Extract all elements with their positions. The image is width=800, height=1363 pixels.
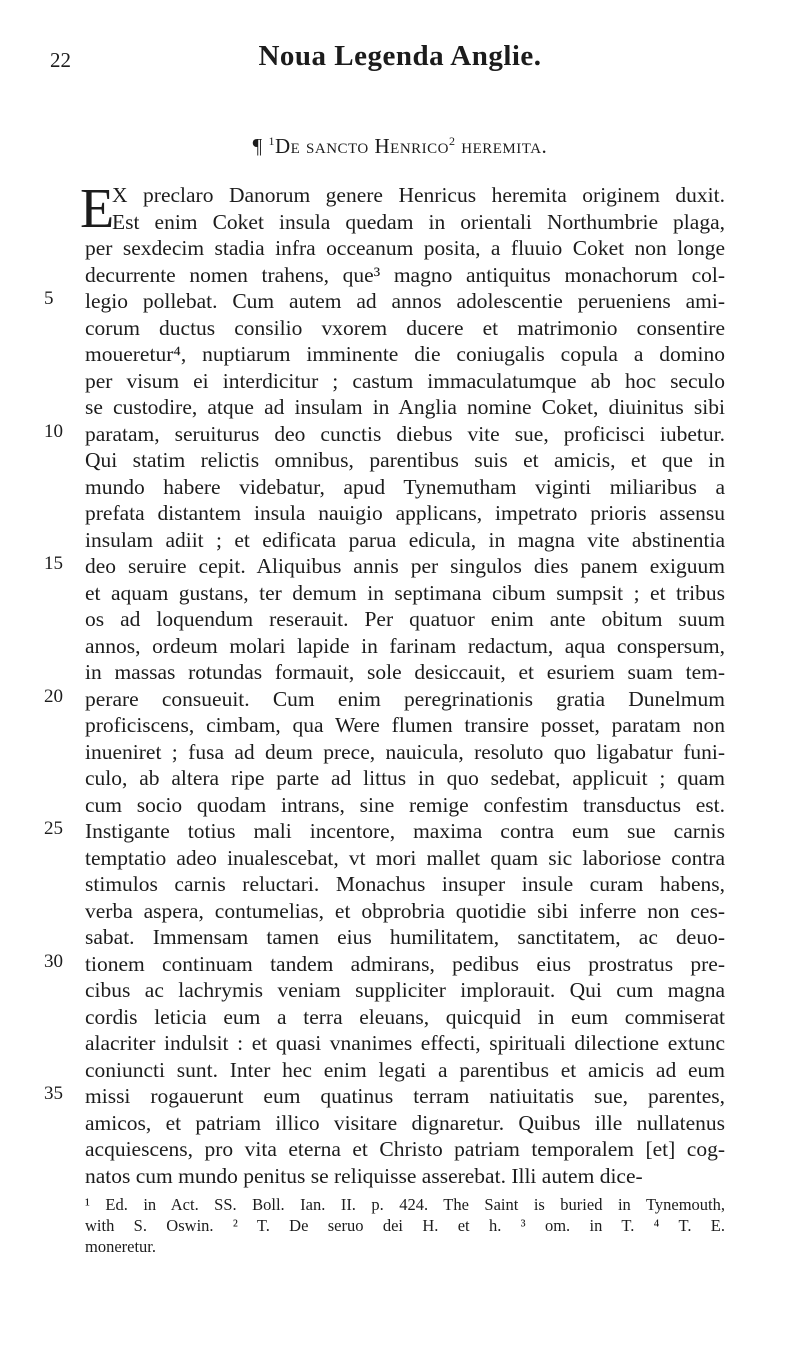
chapter-heading (0, 134, 800, 159)
line-text: coniuncti sunt. Inter hec enim legati a parentibus et amicis ad eum (85, 1057, 725, 1082)
line-text: prefata distantem insula nauigio applicans, impetrato prioris assensu (85, 501, 725, 525)
line-number: 5 (44, 288, 54, 309)
line-text: cum socio quodam intrans, sine remige confestim transductus est. (85, 792, 725, 817)
running-title: Noua Legenda Anglie. (258, 40, 542, 72)
line-number: 10 (44, 420, 63, 442)
heading-de: De sancto (274, 134, 369, 158)
footnote-line: ¹ Ed. in Act. SS. Boll. Ian. II. p. 424. The Saint is buried in Tynemouth, (85, 1195, 725, 1214)
footnote-ref-2: 2 (449, 134, 456, 148)
line-text: se custodire, atque ad insulam in Anglia nomine Coket, diuinitus sibi (85, 395, 725, 419)
line-text: stimulos carnis reluctari. Monachus insuper insule curam habens, (85, 872, 725, 896)
line-text: mundo habere videbatur, apud Tynemutham viginti miliaribus a (85, 474, 725, 499)
line-text: paratam, seruiturus deo cunctis diebus vite sue, proficisci iubetur. (85, 421, 725, 446)
line-text: acquiescens, pro vita eterna et Christo patriam temporalem [et] cog- (85, 1137, 725, 1161)
line-text: moueretur⁴, nuptiarum imminente die coniugalis copula a domino (85, 342, 725, 366)
line-text: amicos, et patriam illico visitare dignaretur. Quibus ille nullatenus (85, 1110, 725, 1135)
line-text: cordis leticia eum a terra eleuans, quicquid in eum commiserat (85, 1004, 725, 1029)
line-text: natos cum mundo penitus se reliquisse asserebat. Illi autem dice- (85, 1163, 643, 1188)
line-text: in massas rotundas formauit, sole desiccauit, et esuriem suam tem- (85, 660, 725, 684)
drop-cap: E (80, 178, 115, 240)
line-text: per sexdecim stadia infra occeanum posita, a fluuio Coket non longe (85, 236, 725, 260)
line-text: cibus ac lachrymis veniam suppliciter implorauit. Qui cum magna (85, 978, 725, 1002)
line-number: 20 (44, 685, 63, 707)
line-text: insulam adiit ; et edificata parua edicula, in magna vite abstinentia (85, 527, 725, 552)
line-text: legio pollebat. Cum autem ad annos adolescentie perueniens ami- (85, 289, 725, 313)
page-number: 22 (50, 48, 71, 72)
line-text: corum ductus consilio vxorem ducere et matrimonio consentire (85, 315, 725, 340)
footnote-line: with S. Oswin. ² T. De seruo dei H. et h. ³ om. in T. ⁴ T. E. (85, 1216, 725, 1235)
line-text: decurrente nomen trahens, que³ magno antiquitus monachorum col- (85, 262, 725, 287)
line-text: temptatio adeo inualescebat, vt mori mallet quam sic laboriose contra (85, 845, 725, 870)
line-number: 25 (44, 818, 63, 839)
line-text: tionem continuam tandem admirans, pedibus eius prostratus pre- (85, 951, 725, 976)
line-text: Qui statim relictis omnibus, parentibus suis et amicis, et que in (85, 448, 725, 472)
line-text: perare consueuit. Cum enim peregrinationis gratia Dunelmum (85, 686, 725, 711)
line-text: inueniret ; fusa ad deum prece, nauicula, resoluto quo ligabatur funi- (85, 739, 725, 764)
line-text: proficiscens, cimbam, qua Were flumen transire posset, paratam non (85, 713, 725, 737)
line-text: sabat. Immensam tamen eius humilitatem, sanctitatem, ac deuo- (85, 925, 725, 949)
line-text: annos, ordeum molari lapide in farinam redactum, aqua conspersum, (85, 633, 725, 658)
line-text: X preclaro Danorum genere Henricus heremita originem duxit. (112, 183, 725, 207)
line-text: verba aspera, contumelias, et obprobria quotidie sibi inferre non ces- (85, 898, 725, 923)
heading-rest: heremita. (461, 134, 548, 158)
line-text: culo, ab altera ripe parte ad littus in quo sedebat, applicuit ; quam (85, 766, 725, 790)
footnote-ref-1: 1 (268, 134, 275, 148)
line-text: et aquam gustans, ter demum in septimana cibum sumpsit ; et tribus (85, 580, 725, 605)
line-number: 35 (44, 1083, 63, 1104)
line-text: per visum ei interdicitur ; castum immaculatumque ab hoc seculo (85, 368, 725, 393)
line-text: Instigante totius mali incentore, maxima contra eum sue carnis (85, 819, 725, 843)
line-text: alacriter indulsit : et quasi vnanimes effecti, spirituali dilectione extunc (85, 1031, 725, 1055)
line-number: 30 (44, 950, 63, 972)
footnote-line: moneretur. (85, 1237, 157, 1256)
pilcrow: ¶ (252, 134, 263, 158)
page-header (0, 40, 800, 76)
heading-name: Henrico (374, 134, 450, 158)
line-text: missi rogauerunt eum quatinus terram natiuitatis sue, parentes, (85, 1084, 725, 1108)
line-text: deo seruire cepit. Aliquibus annis per singulos dies panem exiguum (85, 554, 725, 578)
line-text: Est enim Coket insula quedam in orientali Northumbrie plaga, (112, 209, 725, 234)
line-text: os ad loquendum reserauit. Per quatuor enim ante obitum suum (85, 607, 725, 631)
line-number: 15 (44, 553, 63, 574)
text-line (0, 1161, 800, 1194)
